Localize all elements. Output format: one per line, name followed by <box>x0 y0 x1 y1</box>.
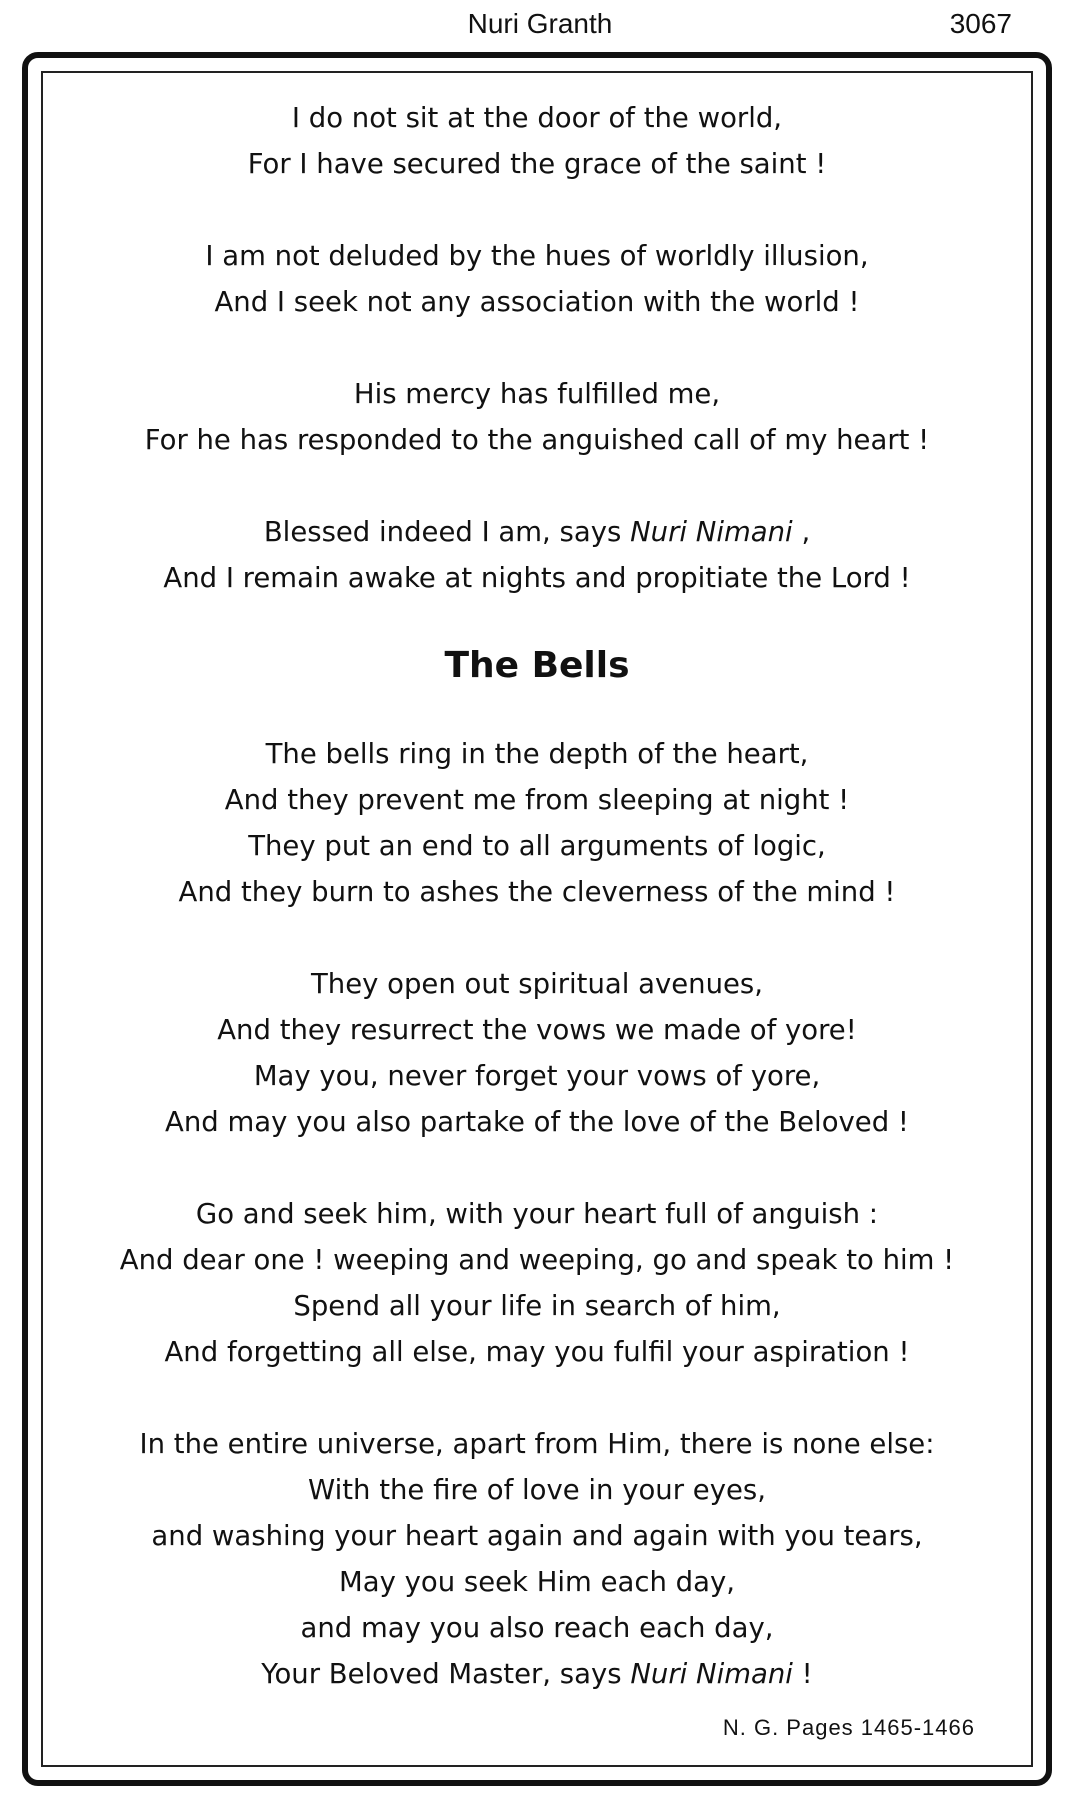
verse-line <box>43 509 1031 555</box>
line-text: , <box>792 516 811 548</box>
verse-line: And may you also partake of the love of the Beloved ! <box>165 1106 909 1138</box>
outer-border-frame <box>22 52 1052 1786</box>
verse-line: For I have secured the grace of the saint ! <box>247 148 827 180</box>
verse-line: I am not deluded by the hues of worldly illusion, <box>205 240 869 272</box>
line-text: Your Beloved Master, says <box>261 1658 631 1690</box>
verse-line: and washing your heart again and again with you tears, <box>151 1520 923 1552</box>
stanza <box>43 1421 1031 1697</box>
verse-line: With the fire of love in your eyes, <box>308 1474 766 1506</box>
verse-line: They open out spiritual avenues, <box>310 968 764 1000</box>
verse-line: And they prevent me from sleeping at night ! <box>224 784 850 816</box>
page-number: 3067 <box>949 8 1012 39</box>
page-header <box>0 8 1080 48</box>
verse-line: And I seek not any association with the world ! <box>214 286 860 318</box>
verse-line: And I remain awake at nights and propitiate the Lord ! <box>163 562 911 594</box>
verse-line: For he has responded to the anguished call of my heart ! <box>144 424 930 456</box>
closing-stanza <box>43 509 1031 601</box>
verse-line: And dear one ! weeping and weeping, go and speak to him ! <box>119 1244 955 1276</box>
verse-line: The bells ring in the depth of the heart, <box>265 738 809 770</box>
stanza <box>43 731 1031 915</box>
inner-border-frame <box>41 71 1033 1767</box>
verse-line: May you, never forget your vows of yore, <box>253 1060 821 1092</box>
verse-line: And they burn to ashes the cleverness of the mind ! <box>178 876 896 908</box>
line-text: ! <box>792 1658 813 1690</box>
stanza <box>43 961 1031 1145</box>
verse-line: I do not sit at the door of the world, <box>291 102 783 134</box>
verse-line: Spend all your life in search of him, <box>293 1290 781 1322</box>
verse-line: And they resurrect the vows we made of yore! <box>217 1014 857 1046</box>
verse-line: and may you also reach each day, <box>300 1612 774 1644</box>
verse-line: May you seek Him each day, <box>339 1566 735 1598</box>
verse-line: In the entire universe, apart from Him, there is none else: <box>139 1428 935 1460</box>
verse-line <box>43 1651 1031 1697</box>
stanza <box>43 95 1031 187</box>
verse-line: Go and seek him, with your heart full of anguish : <box>195 1198 879 1230</box>
line-text: Blessed indeed I am, says <box>263 516 631 548</box>
poet-name: Nuri Nimani <box>630 1658 793 1690</box>
page-reference: N. G. Pages 1465-1466 <box>722 1715 975 1740</box>
verse-line: His mercy has fulfilled me, <box>353 378 721 410</box>
stanza <box>43 233 1031 325</box>
poem-content <box>43 95 1031 1697</box>
poet-name: Nuri Nimani <box>630 516 793 548</box>
book-title: Nuri Granth <box>467 8 613 39</box>
verse-line: And forgetting all else, may you fulfil your aspiration ! <box>164 1336 910 1368</box>
verse-line: They put an end to all arguments of logic, <box>248 830 826 862</box>
poem-title: The Bells <box>444 645 630 686</box>
stanza <box>43 1191 1031 1375</box>
stanza <box>43 371 1031 463</box>
